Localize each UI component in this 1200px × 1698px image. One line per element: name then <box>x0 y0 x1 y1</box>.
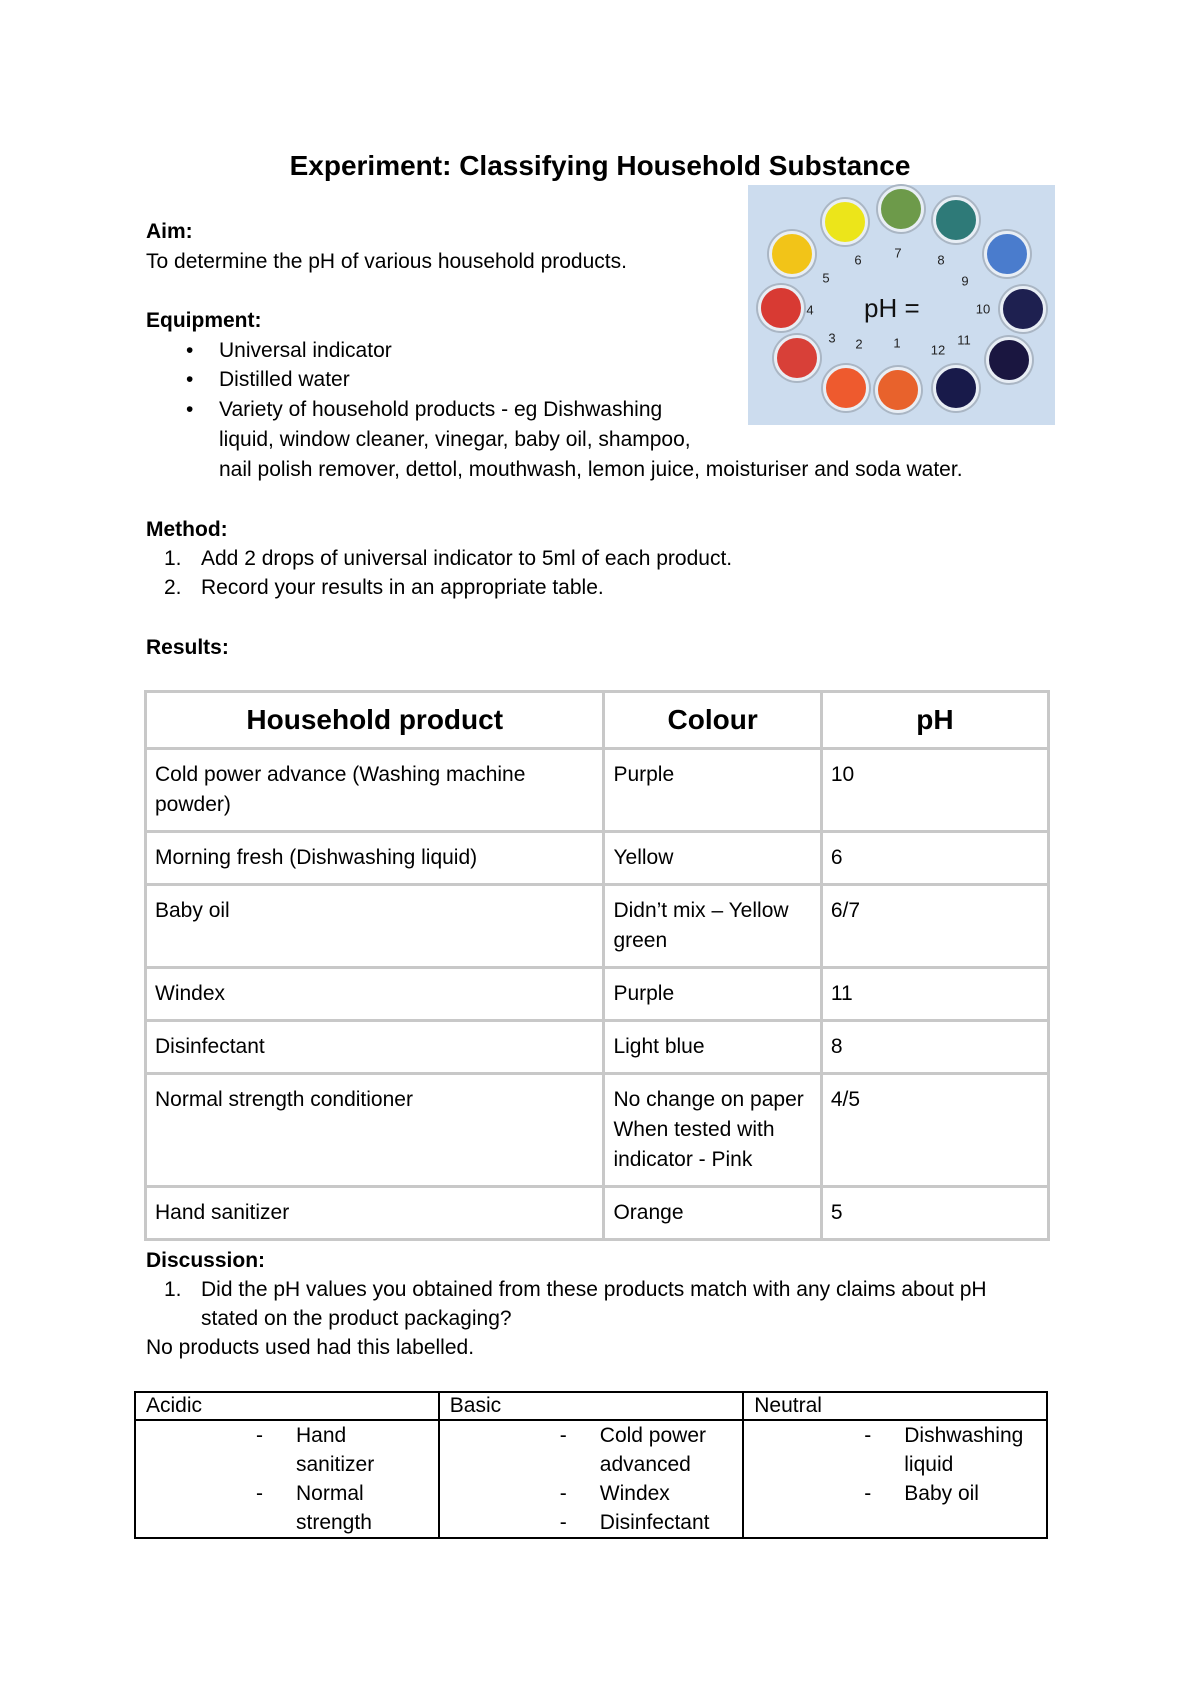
colour-cell: Purple <box>604 749 821 832</box>
equipment-item: Variety of household products - eg Dishwashing <box>219 398 663 421</box>
neutral-list <box>754 1421 1036 1508</box>
table-row <box>146 1187 1049 1240</box>
list-item: - Cold power advanced <box>560 1421 732 1479</box>
bullet-icon: • <box>186 339 194 362</box>
question-number: 1. <box>164 1278 182 1301</box>
ph-1-dish <box>875 367 921 413</box>
ph-cell: 11 <box>821 968 1048 1021</box>
table-row <box>146 1021 1049 1074</box>
colour-cell: Light blue <box>604 1021 821 1074</box>
ph-cell: 5 <box>821 1187 1048 1240</box>
neutral-cell <box>743 1420 1047 1538</box>
aim-heading: Aim: <box>146 220 193 243</box>
ph-9-label: 9 <box>961 273 969 289</box>
acidic-cell <box>135 1420 439 1538</box>
equipment-heading: Equipment: <box>146 309 262 332</box>
method-step: Record your results in an appropriate table. <box>201 576 604 599</box>
product-cell: Normal strength conditioner <box>146 1074 604 1187</box>
column-header: Household product <box>146 692 604 749</box>
ph-cell: 10 <box>821 749 1048 832</box>
basic-header: Basic <box>439 1392 743 1420</box>
list-item: - Hand sanitizer <box>256 1421 428 1479</box>
ph-12-label: 12 <box>930 342 946 358</box>
acidic-header: Acidic <box>135 1392 439 1420</box>
bullet-icon: • <box>186 398 194 421</box>
ph-11-dish <box>986 337 1032 383</box>
ph-6-dish <box>822 199 868 245</box>
colour-cell: Didn’t mix – Yellow green <box>604 885 821 968</box>
table-row <box>146 832 1049 885</box>
product-cell: Disinfectant <box>146 1021 604 1074</box>
results-table <box>144 690 1050 1241</box>
ph-2-label: 2 <box>855 336 863 352</box>
ph-5-dish <box>769 231 815 277</box>
list-item: - Normal strength <box>256 1479 428 1537</box>
list-item: - Windex <box>560 1479 732 1508</box>
product-cell: Morning fresh (Dishwashing liquid) <box>146 832 604 885</box>
ph-10-label: 10 <box>975 301 991 317</box>
ph-8-dish <box>933 197 979 243</box>
method-heading: Method: <box>146 518 228 541</box>
equipment-item-continued: nail polish remover, dettol, mouthwash, lemon juice, moisturiser and soda water. <box>219 458 963 481</box>
classification-table <box>134 1391 1048 1539</box>
basic-list <box>450 1421 732 1537</box>
equipment-item-continued: liquid, window cleaner, vinegar, baby oil, shampoo, <box>219 428 691 451</box>
ph-3-label: 3 <box>828 330 836 346</box>
product-cell: Cold power advance (Washing machine powder) <box>146 749 604 832</box>
ph-6-label: 6 <box>854 252 862 268</box>
ph-4-dish <box>758 285 804 331</box>
step-number: 2. <box>164 576 182 599</box>
ph-9-dish <box>984 231 1030 277</box>
product-cell: Hand sanitizer <box>146 1187 604 1240</box>
colour-cell: Purple <box>604 968 821 1021</box>
equipment-item: Distilled water <box>219 368 350 391</box>
table-row <box>146 1074 1049 1187</box>
product-cell: Baby oil <box>146 885 604 968</box>
ph-12-dish <box>933 365 979 411</box>
ph-2-dish <box>823 365 869 411</box>
list-item: - Disinfectant <box>560 1508 732 1537</box>
list-item: - Dishwashing liquid <box>864 1421 1036 1479</box>
colour-cell: Yellow <box>604 832 821 885</box>
ph-8-label: 8 <box>937 252 945 268</box>
list-item: - Baby oil <box>864 1479 1036 1508</box>
ph-cell: 8 <box>821 1021 1048 1074</box>
discussion-question-continued: stated on the product packaging? <box>201 1307 512 1330</box>
acidic-list <box>146 1421 428 1537</box>
results-heading: Results: <box>146 636 229 659</box>
table-row <box>146 885 1049 968</box>
ph-4-label: 4 <box>806 302 814 318</box>
discussion-answer: No products used had this labelled. <box>146 1336 475 1359</box>
discussion-heading: Discussion: <box>146 1249 266 1272</box>
classification-row <box>135 1420 1047 1538</box>
ph-5-label: 5 <box>822 270 830 286</box>
basic-cell <box>439 1420 743 1538</box>
ph-cell: 4/5 <box>821 1074 1048 1187</box>
column-header: pH <box>821 692 1048 749</box>
ph-cell: 6/7 <box>821 885 1048 968</box>
ph-7-dish <box>878 186 924 232</box>
ph-label: pH = <box>864 293 920 323</box>
ph-11-label: 11 <box>957 332 971 348</box>
column-header: Colour <box>604 692 821 749</box>
ph-cell: 6 <box>821 832 1048 885</box>
bullet-icon: • <box>186 368 194 391</box>
equipment-item: Universal indicator <box>219 339 392 362</box>
ph-3-dish <box>774 335 820 381</box>
table-row <box>146 749 1049 832</box>
method-step: Add 2 drops of universal indicator to 5ml of each product. <box>201 547 733 570</box>
step-number: 1. <box>164 547 182 570</box>
results-header-row <box>146 692 1049 749</box>
colour-cell: Orange <box>604 1187 821 1240</box>
ph-1-label: 1 <box>893 335 901 351</box>
neutral-header: Neutral <box>743 1392 1047 1420</box>
ph-colour-chart-image <box>748 185 1055 425</box>
colour-cell: No change on paper When tested with indicator - Pink <box>604 1074 821 1187</box>
aim-text: To determine the pH of various household products. <box>146 250 627 273</box>
classification-header-row <box>135 1392 1047 1420</box>
ph-7-label: 7 <box>894 245 902 261</box>
discussion-question: Did the pH values you obtained from these products match with any claims about pH <box>201 1278 987 1301</box>
ph-10-dish <box>1000 286 1046 332</box>
table-row <box>146 968 1049 1021</box>
product-cell: Windex <box>146 968 604 1021</box>
page-title: Experiment: Classifying Household Substance <box>289 150 911 181</box>
